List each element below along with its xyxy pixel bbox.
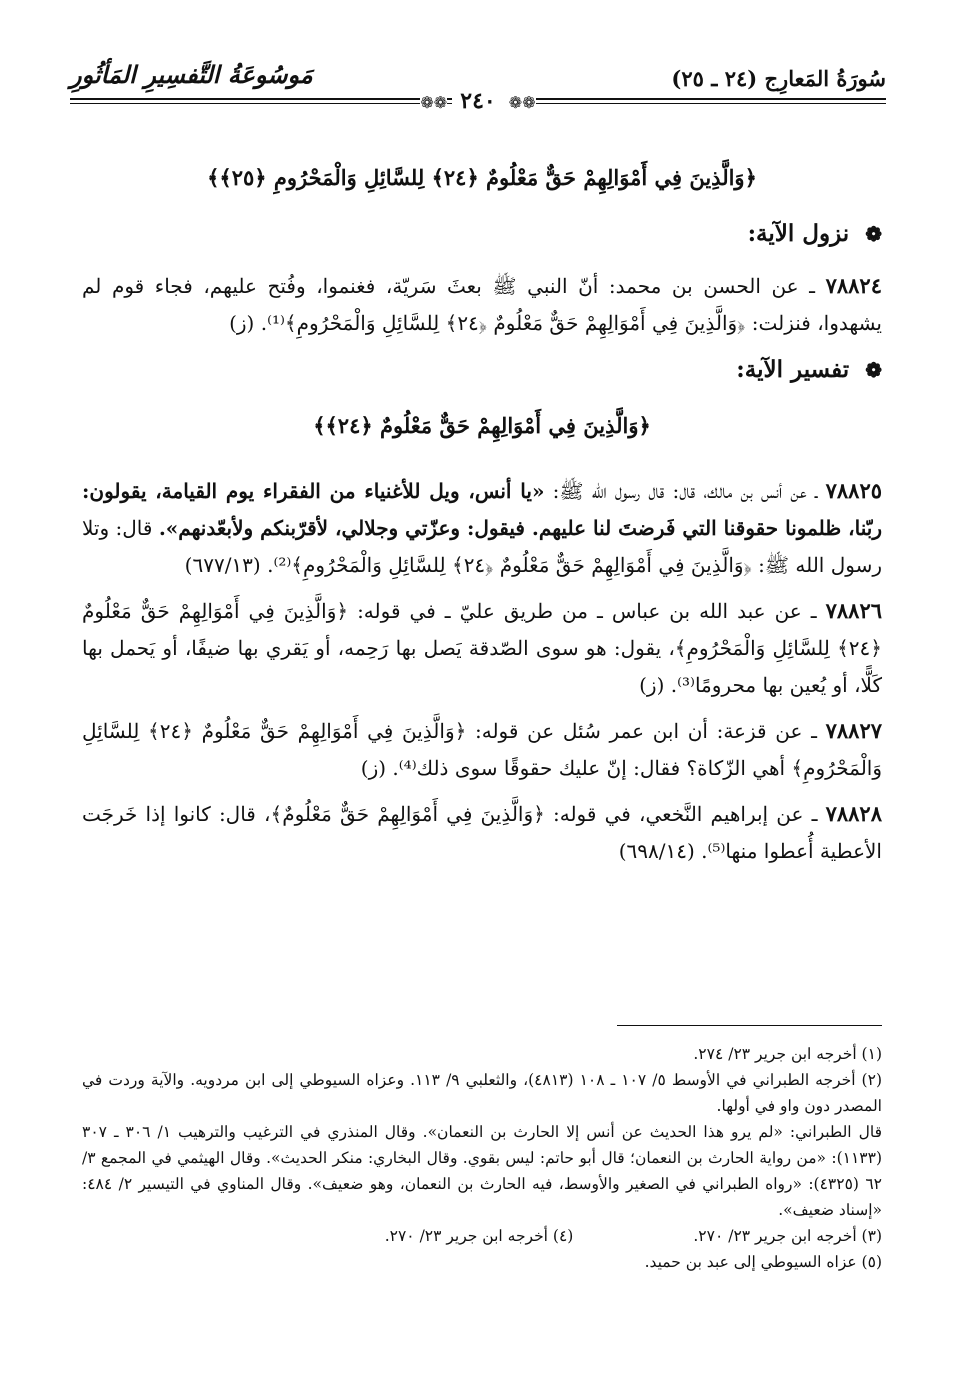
book-title: مَوسُوعَةُ التَّفسِيرِ المَأثُورِ (70, 60, 313, 89)
footnote-4: (٤) أخرجه ابن جرير ٢٣/ ٢٧٠. (384, 1227, 574, 1245)
ornament-icon: ❁❁ (503, 93, 536, 112)
narration-number: ٧٨٨٢٦ (825, 598, 883, 623)
narration-entry (82, 472, 882, 584)
quran-verse-heading: ﴿وَالَّذِينَ فِي أَمْوَالِهِمْ حَقٌّ مَعْلُومٌ ﴿٢٤﴾ لِلسَّائِلِ وَالْمَحْرُومِ ﴿٢٥﴾﴾ (207, 165, 757, 190)
footnotes (82, 1025, 882, 1275)
page-number-wrap (70, 88, 886, 114)
section-heading-tafsir (82, 356, 882, 383)
narration-entry (82, 795, 882, 870)
footnote-3: (٣) أخرجه ابن جرير ٢٣/ ٢٧٠. (693, 1227, 882, 1245)
footnote-1: (١) أخرجه ابن جرير ٢٣/ ٢٧٤. (693, 1045, 882, 1063)
section-heading-nuzul (82, 220, 882, 247)
page-body (82, 165, 882, 878)
narration-number: ٧٨٨٢٥ (825, 478, 883, 503)
footnote-2: (٢) أخرجه الطبراني في الأوسط ٥/ ١٠٧ ـ ١٠٨ (٤٨١٣)، والثعلبي ٩/ ١١٣. وعزاه السيوطي إلى ابن مردويه. والآية وردت في المصدر دون واو في أولها. (82, 1071, 882, 1115)
flower-icon: ❁ (865, 222, 882, 246)
footnote-rule (617, 1025, 882, 1026)
narration-number: ٧٨٨٢٧ (825, 718, 883, 743)
narration-text: ـ عن عبد الله بن عباس ـ من طريق عليّ ـ في قوله: ﴿وَالَّذِينَ فِي أَمْوَالِهِمْ حَقٌّ مَعْلُومٌ ﴿٢٤﴾ لِلسَّائِلِ وَالْمَحْرُومِ﴾، يقول: هو سوى الصّدقة يَصل بها رَحِمه، أو يَقري بها ضيفًا، أو يَحمل بها كَلًّا، أو يُعين بها محرومًا⁽³⁾. (ز) (82, 599, 882, 697)
narration-intro: ـ عن أنس بن مالك، قال: قال رسول الله ﷺ: (552, 479, 818, 503)
page-number: ٢٤٠ (452, 88, 503, 114)
footnote-2-comment: قال الطبراني: «لم يرو هذا الحديث عن أنس إلا الحارث بن النعمان». وقال المنذري في الترغيب والترهيب ١/ ٣٠٦ ـ ٣٠٧ (١١٣٣): «من رواية الحارث بن النعمان؛ قال أبو حاتم: ليس بقوي. وقال البخاري: منكر الحديث». وقال الهيثمي في المجمع ٣/ ٦٢ (٤٣٢٥): «رواه الطبراني في الصغير والأوسط، فيه الحارث بن النعمان، وهو ضعيف». وقال المناوي في التيسير ٢/ ٤٨٤: «إسناد ضعيف». (82, 1123, 882, 1219)
section-title: تفسير الآية: (736, 356, 850, 383)
quran-verse-subheading: ﴿وَالَّذِينَ فِي أَمْوَالِهِمْ حَقٌّ مَعْلُومٌ ﴿٢٤﴾﴾ (313, 413, 651, 438)
narration-text: ـ عن قزعة: أن ابن عمر سُئل عن قوله: ﴿وَالَّذِينَ فِي أَمْوَالِهِمْ حَقٌّ مَعْلُومٌ ﴿٢٤﴾ لِلسَّائِلِ وَالْمَحْرُومِ﴾ أهي الزّكاة؟ فقال: إنّ عليك حقوقًا سوى ذلك⁽⁴⁾. (ز) (82, 719, 882, 780)
narration-text: ـ عن الحسن بن محمد: أنّ النبي ﷺ بعثَ سَريّة، فغنموا، وفُتح عليهم، فجاء قوم لم يشهدوا، فنزلت: ﴿وَالَّذِينَ فِي أَمْوَالِهِمْ حَقٌّ مَعْلُومٌ ﴿٢٤﴾ لِلسَّائِلِ وَالْمَحْرُومِ﴾⁽¹⁾. (ز) (82, 274, 882, 335)
narration-entry (82, 712, 882, 787)
surah-title: سُورَةُ المَعارِج (٢٤ ـ ٢٥) (671, 66, 886, 91)
ornament-icon: ❁❁ (420, 93, 448, 112)
flower-icon: ❁ (865, 358, 882, 382)
narration-entry (82, 267, 882, 342)
narration-number: ٧٨٨٢٤ (825, 273, 882, 298)
footnotes-3-4 (82, 1223, 882, 1249)
narration-text: قال: وتلا رسول الله ﷺ: ﴿وَالَّذِينَ فِي أَمْوَالِهِمْ حَقٌّ مَعْلُومٌ ﴿٢٤﴾ لِلسَّائِلِ وَالْمَحْرُومِ﴾⁽²⁾. (٦٧٧/١٣) (82, 516, 882, 577)
footnote-5: (٥) عزاه السيوطي إلى عبد بن حميد. (644, 1253, 882, 1271)
narration-entry (82, 592, 882, 704)
page-header (70, 58, 886, 128)
hadith-text: «يا أنس، ويل للأغنياء من الفقراء يوم القيامة، يقولون: ربّنا، ظلمونا حقوقنا التي فَرضتَ لنا عليهم. فيقول: وعزّتي وجلالي، لأقرّبنكم ولأبعّدنهم». (82, 479, 882, 540)
narration-number: ٧٨٨٢٨ (825, 801, 882, 826)
narration-text: ـ عن إبراهيم النَّخعي، في قوله: ﴿وَالَّذِينَ فِي أَمْوَالِهِمْ حَقٌّ مَعْلُومٌ﴾، قال: كانوا إذا خَرجَت الأعطية أُعطوا منها⁽⁵⁾. (٦٩٨/١٤) (82, 802, 882, 863)
section-title: نزول الآية: (747, 220, 850, 247)
